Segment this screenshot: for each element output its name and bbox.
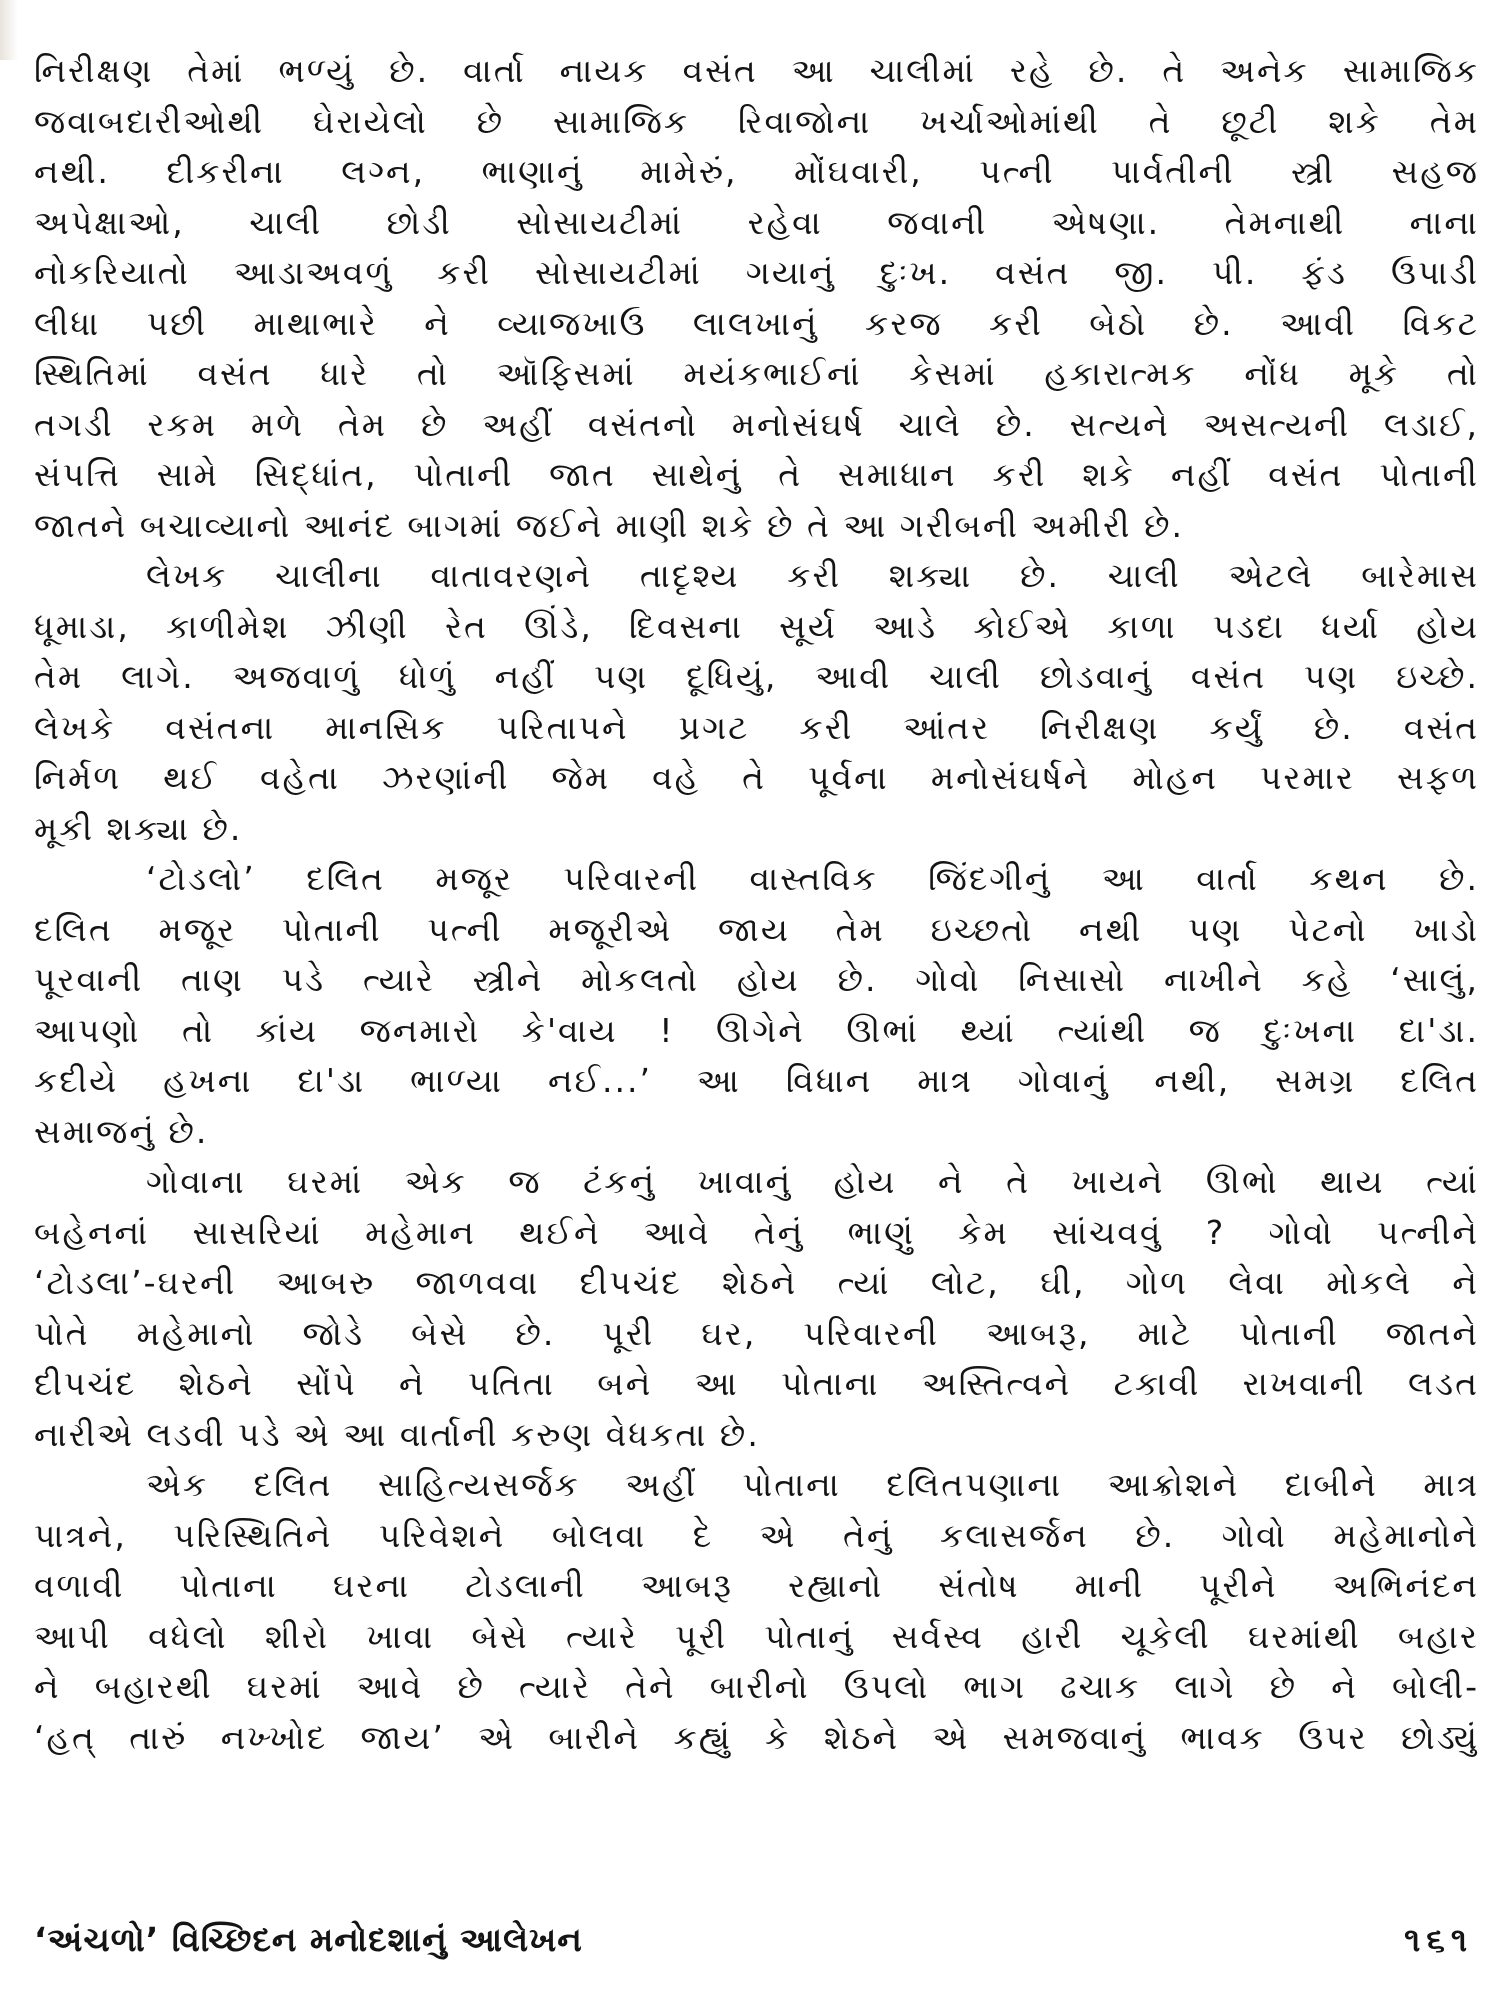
- text-line: પોતે મહેમાનો જોડે બેસે છે. પૂરી ઘર, પરિવારની આબરૂ, માટે પોતાની જાતને: [34, 1313, 1479, 1353]
- running-footer-title: ‘અંચળો’ વિચ્છિદન મનોદશાનું આલેખન: [34, 1920, 583, 1959]
- text-line: નારીએ લડવી પડે એ આ વાર્તાની કરુણ વેધકતા છે.: [34, 1414, 760, 1454]
- text-line: અપેક્ષાઓ, ચાલી છોડી સોસાયટીમાં રહેવા જવાની એષણા. તેમનાથી નાના: [34, 202, 1479, 242]
- text-line: સંપત્તિ સામે સિદ્ધાંત, પોતાની જાત સાથેનું તે સમાધાન કરી શકે નહીં વસંત પોતાની: [34, 455, 1479, 494]
- body-text: [34, 46, 1479, 1763]
- paragraph: [34, 1460, 1479, 1763]
- text-line: નિર્મળ થઈ વહેતા ઝરણાંની જેમ વહે તે પૂર્વના મનોસંઘર્ષને મોહન પરમાર સફળ: [34, 758, 1479, 797]
- text-line: એક દલિત સાહિત્યસર્જક અહીં પોતાના દલિતપણાના આક્રોશને દાબીને માત્ર: [146, 1465, 1479, 1504]
- text-line: લેખક ચાલીના વાતાવરણને તાદૃશ્ય કરી શક્યા છે. ચાલી એટલે બારેમાસ: [146, 556, 1479, 595]
- text-line: લેખકે વસંતના માનસિક પરિતાપને પ્રગટ કરી આંતર નિરીક્ષણ કર્યું છે. વસંત: [34, 707, 1479, 747]
- text-line: ને બહારથી ઘરમાં આવે છે ત્યારે તેને બારીનો ઉપલો ભાગ ઢચાક લાગે છે ને બોલી-: [34, 1667, 1479, 1706]
- text-line: આપણો તો કાંય જનમારો કે'વાય ! ઊગેને ઊભાં થ્યાં ત્યાંથી જ દુઃખના દા'ડા.: [34, 1010, 1479, 1050]
- page-footer: [34, 1920, 1479, 1960]
- text-line: દીપચંદ શેઠને સોંપે ને પતિતા બને આ પોતાના અસ્તિત્વને ટકાવી રાખવાની લડત: [34, 1364, 1479, 1403]
- text-line: તેમ લાગે. અજવાળું ધોળું નહીં પણ દૂધિયું, આવી ચાલી છોડવાનું વસંત પણ ઇચ્છે.: [34, 657, 1479, 696]
- text-line: નોકરિયાતો આડાઅવળું કરી સોસાયટીમાં ગયાનું દુઃખ. વસંત જી. પી. ફંડ ઉપાડી: [34, 253, 1479, 292]
- text-line: નિરીક્ષણ તેમાં ભળ્યું છે. વાર્તા નાયક વસંત આ ચાલીમાં રહે છે. તે અનેક સામાજિક: [34, 51, 1479, 90]
- paragraph: [34, 551, 1479, 854]
- text-line: જાતને બચાવ્યાનો આનંદ બાગમાં જઈને માણી શકે છે તે આ ગરીબની અમીરી છે.: [34, 505, 1184, 545]
- book-page: [34, 46, 1479, 1976]
- text-line: તગડી રકમ મળે તેમ છે અહીં વસંતનો મનોસંઘર્ષ ચાલે છે. સત્યને અસત્યની લડાઈ,: [34, 404, 1479, 444]
- text-line: નથી. દીકરીના લગ્ન, ભાણાનું મામેરું, મોંઘવારી, પત્ની પાર્વતીની સ્ત્રી સહજ: [34, 152, 1479, 191]
- text-line: ‘ટોડલા’-ઘરની આબરુ જાળવવા દીપચંદ શેઠને ત્યાં લોટ, ઘી, ગોળ લેવા મોકલે ને: [34, 1263, 1479, 1302]
- text-line: સ્થિતિમાં વસંત ધારે તો ઑફિસમાં મયંકભાઈનાં કેસમાં હકારાત્મક નોંધ મૂકે તો: [34, 354, 1479, 393]
- text-line: પાત્રને, પરિસ્થિતિને પરિવેશને બોલવા દે એ તેનું કલાસર્જન છે. ગોવો મહેમાનોને: [34, 1515, 1479, 1555]
- text-line: વળાવી પોતાના ઘરના ટોડલાની આબરૂ રહ્યાનો સંતોષ માની પૂરીને અભિનંદન: [34, 1566, 1479, 1605]
- text-line: ‘હત્ તારું નખ્ખોદ જાય’ એ બારીને કહ્યું કે શેઠને એ સમજવાનું ભાવક ઉપર છોડ્યું: [34, 1717, 1479, 1757]
- text-line: જવાબદારીઓથી ઘેરાયેલો છે સામાજિક રિવાજોના ખર્ચાઓમાંથી તે છૂટી શકે તેમ: [34, 101, 1479, 141]
- text-line: આપી વધેલો શીરો ખાવા બેસે ત્યારે પૂરી પોતાનું સર્વસ્વ હારી ચૂકેલી ઘરમાંથી બહાર: [34, 1616, 1479, 1656]
- text-line: બહેનનાં સાસરિયાં મહેમાન થઈને આવે તેનું ભાણું કેમ સાંચવવું ? ગોવો પત્નીને: [34, 1212, 1479, 1252]
- text-line: દલિત મજૂર પોતાની પત્ની મજૂરીએ જાય તેમ ઇચ્છતો નથી પણ પેટનો ખાડો: [34, 909, 1479, 949]
- text-line: ધૂમાડા, કાળીમેશ ઝીણી રેત ઊંડે, દિવસના સૂર્ય આડે કોઈએ કાળા પડદા ધર્યા હોય: [34, 606, 1479, 646]
- text-line: કદીયે હખના દા'ડા ભાળ્યા નઈ...’ આ વિધાન માત્ર ગોવાનું નથી, સમગ્ર દલિત: [34, 1061, 1479, 1100]
- paragraph: [34, 46, 1479, 551]
- text-line: લીધા પછી માથાભારે ને વ્યાજખાઉ લાલખાનું કરજ કરી બેઠો છે. આવી વિકટ: [34, 303, 1479, 343]
- text-line: ગોવાના ઘરમાં એક જ ટંકનું ખાવાનું હોય ને તે ખાયને ઊભો થાય ત્યાં: [146, 1162, 1479, 1201]
- scan-edge-shadow: [0, 0, 18, 60]
- page-number: ૧૬૧: [1404, 1920, 1473, 1959]
- paragraph: [34, 854, 1479, 1157]
- text-line: પૂરવાની તાણ પડે ત્યારે સ્ત્રીને મોકલતો હોય છે. ગોવો નિસાસો નાખીને કહે ‘સાલું,: [34, 960, 1479, 999]
- paragraph: [34, 1157, 1479, 1460]
- text-line: ‘ટોડલો’ દલિત મજૂર પરિવારની વાસ્તવિક જિંદગીનું આ વાર્તા કથન છે.: [146, 859, 1479, 898]
- text-line: સમાજનું છે.: [34, 1111, 209, 1151]
- text-line: મૂકી શક્યા છે.: [34, 808, 243, 848]
